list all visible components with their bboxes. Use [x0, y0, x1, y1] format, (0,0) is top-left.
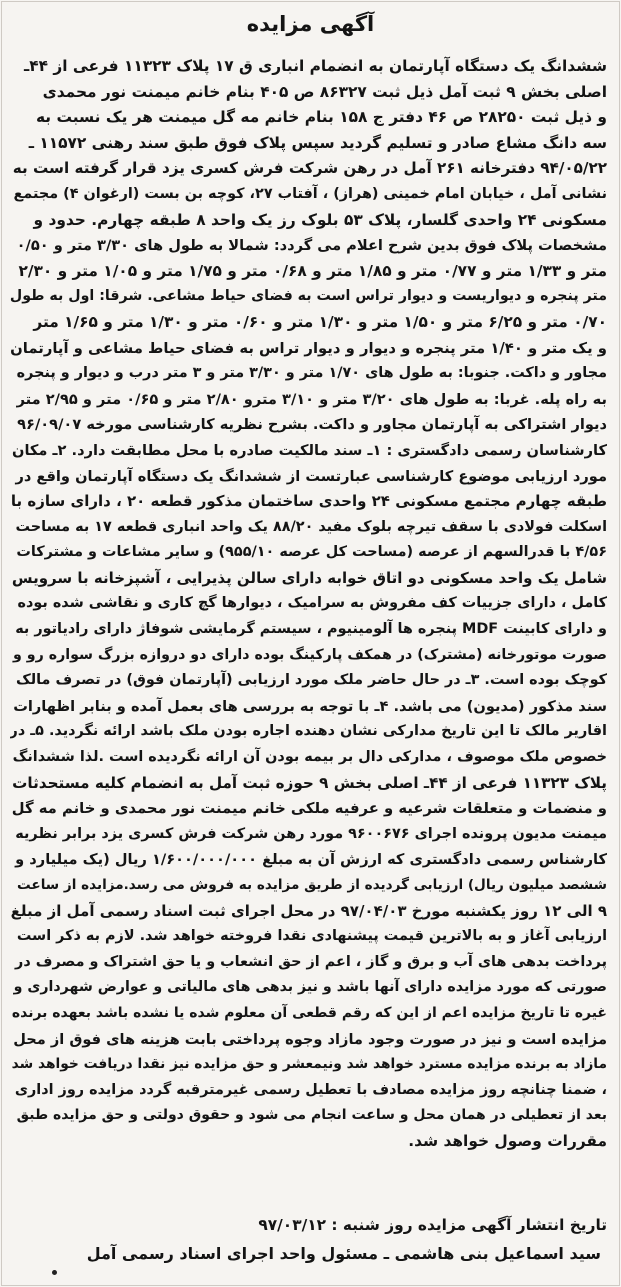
body-line: صورتی که مورد مزایده دارای آنها باشد و نیز بدهی های مالیاتی و عوارض شهرداری و	[13, 979, 607, 996]
body-line: مزایده است و نیز در صورت وجود مازاد وجوه پرداختی بابت هزینه های فوق از محل	[13, 1030, 607, 1048]
publish-date: تاریخ انتشار آگهی مزایده روز شنبه : ۹۷/۰۳/۱۲	[258, 1216, 607, 1234]
body-line: مازاد به برنده مزایده مسترد خواهد شد ونیمعشر و حق مزایده نیز نقدا دریافت خواهد شد	[11, 1056, 607, 1073]
body-line: ، ضمنا چنانچه روز مزایده مصادف با تعطیل رسمی غیرمترقبه گردد مزایده روز اداری	[14, 1081, 607, 1098]
body-line: اسکلت فولادی با سقف تیرچه بلوک مفید ۸۸/۲۰ یک واحد انباری قطعه ۱۷ به مساحت	[15, 518, 607, 535]
bullet-dot	[52, 1270, 57, 1275]
body-line: سه دانگ مشاع صادر و تسلیم گردید سپس پلاک فوق طبق سند رهنی ۱۱۵۷۲ ـ	[28, 133, 607, 152]
body-line: ارزیابی آغاز و به بالاترین قیمت پیشنهادی نقدا فروخته خواهد شد. لازم به ذکر است	[16, 928, 607, 945]
notice-body	[10, 54, 607, 1155]
body-line: پرداخت بدهی های آب و برق و گاز ، اعم از حق انشعاب و یا حق اشتراک و مصرف در	[15, 953, 607, 970]
body-line: شامل یک واحد مسکونی دو اتاق خوابه دارای سالن پذیرایی ، آشپزخانه با سرویس	[11, 568, 607, 587]
body-line: ششدانگ یک دستگاه آپارتمان به انضمام انباری ق ۱۷ پلاک ۱۱۳۲۳ فرعی از ۴۴ـ	[23, 57, 607, 75]
body-line: طبقه چهارم مجتمع مسکونی ۲۴ واحدی ساختمان مذکور قطعه ۲۰ ، دارای سازه با	[10, 492, 607, 511]
body-line: ۹ الی ۱۲ روز یکشنبه مورخ ۹۷/۰۴/۰۳ در محل اجرای ثبت اسناد رسمی آمل از مبلغ	[10, 901, 607, 920]
body-line: ۰/۷۰ متر و ۶/۲۵ متر و ۱/۵۰ متر و ۱/۳۰ متر و ۰/۶۰ متر و ۱/۳۰ متر و ۱/۶۵ متر	[33, 312, 607, 331]
body-line: پلاک ۱۱۳۲۳ فرعی از ۴۴ـ اصلی بخش ۹ حوزه ثبت آمل به انضمام کلیه مستحدثات	[12, 773, 607, 792]
body-line: کامل ، دارای جزییات کف مفروش به سرامیک ، دیوارها گچ کاری و نقاشی شده بوده	[17, 595, 607, 612]
body-line: و یک متر و ۱/۴۰ متر پنجره و دیوار و دیوار تراس به فضای حیاط مشاعی و آپارتمان	[10, 339, 607, 357]
body-line: اصلی بخش ۹ ثبت آمل ذیل ثبت ۸۶۳۲۷ ص ۴۰۵ بنام خانم میمنت نور محمدی	[42, 82, 607, 101]
body-line: اقاریر مالک تا این تاریخ مدارکی نشان دهنده اجاره بودن ملک باشد ارائه نگردید. ۵ـ در	[10, 723, 607, 740]
body-line: و دارای کابینت MDF پنجره ها آلومینیوم ، سیستم گرمایشی شوفاژ دارای رادیاتور به	[15, 621, 607, 638]
notice-title: آگهی مزایده	[246, 12, 375, 36]
body-line: نشانی آمل ، خیابان امام خمینی (هراز) ، آفتاب ۲۷، کوچه بن بست (ارغوان ۴) مجتمع	[13, 185, 607, 202]
body-line: متر و ۱/۳۳ متر و ۰/۷۷ متر و ۱/۸۵ متر و ۰/۶۸ متر و ۱/۷۵ متر و ۱/۰۵ متر و ۲/۳۰	[18, 261, 607, 280]
body-line: ۴/۵۶ با قدرالسهم از عرصه (مساحت کل عرصه ۹۵۵/۱۰) و سایر مشاعات و مشترکات	[16, 544, 607, 561]
body-line: کارشناس رسمی دادگستری که ارزش آن به مبلغ ۱/۶۰۰/۰۰۰/۰۰۰ ریال (یک میلیارد و	[15, 851, 607, 869]
body-line: ششصد میلیون ریال) ارزیابی گردیده از طریق مزایده به فروش می رسد.مزایده از ساعت	[17, 877, 607, 893]
body-line: دیوار اشتراکی به آپارتمان مجاور و داکت. بشرح نظریه کارشناسی مورخه ۹۶/۰۹/۰۷	[17, 416, 607, 434]
body-line: متر پنجره و دیواریست و دیوار تراس است به فضای حیاط مشاعی. شرقا: اول به طول	[10, 288, 607, 305]
body-line: کارشناسان رسمی دادگستری : ۱ـ سند مالکیت صادره با محل مطابقت دارد. ۲ـ مکان	[12, 441, 607, 459]
body-line: مقررات وصول خواهد شد.	[408, 1131, 607, 1150]
body-line: و منضمات و متعلقات شرعیه و عرفیه ملکی خانم میمنت نور محمدی و خانم مه گل	[11, 800, 607, 818]
body-line: غیره تا تاریخ مزایده اعم از این که رقم قطعی آن معلوم شده یا نشده باشد بعهده برنده	[11, 1004, 607, 1021]
body-line: مورد ارزیابی موضوع کارشناسی عبارتست از ششدانگ یک دستگاه آپارتمان واقع در	[15, 467, 607, 485]
body-line: مسکونی ۲۴ واحدی گلسار، پلاک ۵۳ بلوک رز یک واحد ۸ طبقه چهارم. حدود و	[33, 210, 607, 229]
body-line: به راه پله. غربا: به طول های ۳/۲۰ متر و ۳/۱۰ مترو ۲/۸۰ متر و ۰/۶۵ متر و ۲/۹۵ متر	[16, 390, 607, 408]
body-line: صورت موتورخانه (مشترک) در همکف پارکینگ بوده دارای دو دروازه بزرگ سواره رو و	[13, 646, 607, 663]
body-line: میمنت مدیون پرونده اجرای ۹۶۰۰۶۷۶ مورد رهن شرکت فرش کسری یزد برابر نظریه	[15, 825, 607, 842]
body-line: و ذیل ثبت ۲۸۲۵۰ ص ۴۶ دفتر ج ۱۵۸ بنام خانم مه گل میمنت هر یک نسبت به	[35, 108, 607, 127]
body-line: ۹۴/۰۵/۲۲ دفترخانه ۲۶۱ آمل در رهن شرکت فرش کسری یزد قرار گرفته است به	[12, 159, 607, 178]
signature-line: سید اسماعیل بنی هاشمی ـ مسئول واحد اجرای اسناد رسمی آمل	[86, 1244, 601, 1263]
body-line: خصوص ملک موصوف ، مدارکی دال بر بیمه بودن آن ارائه نگردیده است .لذا ششدانگ	[12, 749, 607, 766]
body-line: کوچک بوده است. ۳ـ در حال حاضر ملک مورد ارزیابی (آپارتمان فوق) در تصرف مالک	[15, 672, 607, 689]
body-line: مشخصات پلاک فوق بدین شرح اعلام می گردد: شمالا به طول های ۳/۳۰ متر و ۰/۵۰	[16, 237, 607, 255]
body-line: سند مذکور (مدیون) می باشد. ۴ـ با توجه به بررسی های بعمل آمده و بنابر اظهارات	[13, 697, 607, 715]
body-line: بعد از تعطیلی در همان محل و ساعت انجام می شود و حقوق دولتی و حق مزایده طبق	[16, 1107, 607, 1124]
body-line: مجاور و داکت. جنوبا: به طول های ۱/۷۰ متر و ۳/۳۰ متر و ۳ متر درب و دیوار و پنجره	[16, 365, 607, 382]
